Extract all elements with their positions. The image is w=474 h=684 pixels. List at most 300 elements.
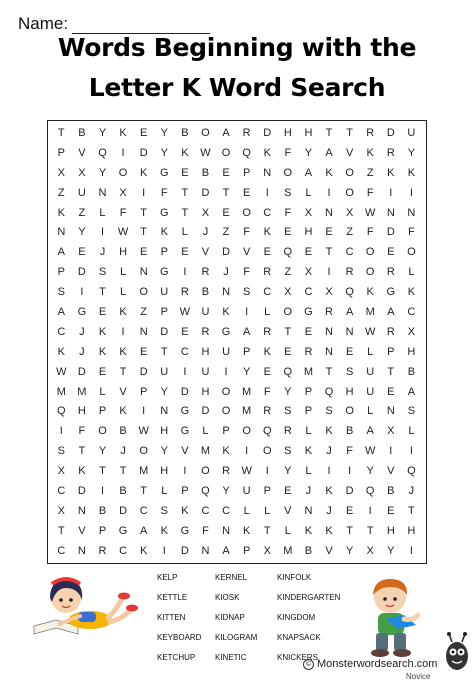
grid-letter[interactable]: N [386, 405, 395, 418]
grid-letter[interactable]: K [181, 146, 189, 159]
grid-letter[interactable]: N [325, 345, 333, 358]
grid-letter[interactable]: D [160, 325, 169, 338]
grid-letter[interactable]: B [304, 544, 313, 557]
grid-letter[interactable]: D [180, 544, 189, 557]
grid-letter[interactable]: M [303, 365, 313, 378]
grid-letter[interactable]: S [57, 445, 65, 458]
grid-letter[interactable]: I [348, 465, 352, 478]
grid-letter[interactable]: R [325, 306, 333, 319]
grid-letter[interactable]: G [77, 306, 87, 319]
grid-letter[interactable]: A [57, 306, 65, 319]
grid-letter[interactable]: J [99, 246, 106, 259]
grid-letter[interactable]: T [325, 246, 333, 259]
grid-letter[interactable]: X [57, 504, 65, 517]
grid-letter[interactable]: N [77, 544, 86, 557]
grid-letter[interactable]: W [241, 465, 252, 478]
grid-letter[interactable]: U [77, 186, 86, 199]
grid-letter[interactable]: K [325, 524, 333, 537]
grid-letter[interactable]: K [98, 325, 107, 338]
grid-letter[interactable]: Y [222, 485, 230, 498]
grid-letter[interactable]: O [345, 186, 354, 199]
grid-letter[interactable]: U [201, 306, 210, 319]
grid-letter[interactable]: W [179, 306, 191, 319]
grid-letter[interactable]: J [326, 445, 332, 458]
grid-letter[interactable]: R [386, 325, 395, 338]
grid-letter[interactable]: F [160, 186, 168, 199]
grid-letter[interactable]: R [386, 146, 395, 159]
grid-letter[interactable]: C [263, 286, 272, 299]
grid-letter[interactable]: O [345, 405, 354, 418]
grid-letter[interactable]: B [98, 504, 107, 517]
grid-letter[interactable]: T [325, 365, 333, 378]
grid-letter[interactable]: V [242, 246, 251, 259]
grid-letter[interactable]: N [160, 405, 169, 418]
grid-letter[interactable]: L [264, 306, 271, 319]
grid-letter[interactable]: E [140, 127, 148, 139]
grid-letter[interactable]: E [263, 246, 271, 259]
grid-letter[interactable]: E [181, 166, 189, 179]
grid-letter[interactable]: B [78, 127, 86, 139]
grid-letter[interactable]: A [57, 246, 65, 259]
grid-letter[interactable]: I [100, 485, 105, 498]
grid-letter[interactable]: D [222, 246, 231, 259]
grid-letter[interactable]: B [407, 365, 416, 378]
grid-letter[interactable]: D [345, 485, 354, 498]
grid-letter[interactable]: K [407, 286, 416, 299]
grid-letter[interactable]: U [366, 365, 375, 378]
grid-letter[interactable]: R [180, 286, 189, 299]
grid-letter[interactable]: H [201, 385, 210, 398]
grid-letter[interactable]: K [140, 544, 148, 557]
grid-letter[interactable]: M [56, 385, 66, 398]
grid-letter[interactable]: I [409, 445, 413, 458]
grid-letter[interactable]: W [365, 325, 376, 338]
grid-letter[interactable]: S [284, 445, 292, 458]
grid-letter[interactable]: F [119, 206, 127, 219]
grid-letter[interactable]: T [119, 465, 127, 478]
grid-letter[interactable]: R [201, 266, 210, 279]
grid-letter[interactable]: C [222, 504, 231, 517]
grid-letter[interactable]: L [284, 524, 291, 537]
grid-letter[interactable]: B [119, 425, 127, 438]
grid-letter[interactable]: J [202, 226, 209, 239]
grid-letter[interactable]: M [242, 385, 252, 398]
grid-letter[interactable]: L [99, 206, 106, 219]
grid-letter[interactable]: K [407, 166, 416, 179]
grid-letter[interactable]: O [139, 286, 148, 299]
grid-letter[interactable]: Y [160, 385, 168, 398]
grid-letter[interactable]: K [304, 524, 313, 537]
grid-letter[interactable]: V [119, 385, 127, 398]
grid-letter[interactable]: K [366, 286, 374, 299]
grid-letter[interactable]: K [98, 345, 107, 358]
grid-letter[interactable]: T [387, 365, 395, 378]
grid-letter[interactable]: Y [98, 445, 107, 458]
grid-letter[interactable]: I [121, 146, 125, 159]
grid-letter[interactable]: M [77, 385, 87, 398]
grid-letter[interactable]: E [325, 226, 333, 239]
grid-letter[interactable]: G [159, 166, 169, 179]
grid-letter[interactable]: K [57, 206, 65, 219]
grid-letter[interactable]: Q [365, 485, 375, 498]
grid-letter[interactable]: N [222, 524, 231, 537]
grid-letter[interactable]: D [386, 226, 395, 239]
grid-letter[interactable]: X [325, 286, 333, 299]
grid-letter[interactable]: P [160, 306, 168, 319]
grid-letter[interactable]: P [160, 246, 168, 259]
grid-letter[interactable]: S [242, 286, 251, 299]
grid-letter[interactable]: I [183, 266, 187, 279]
grid-letter[interactable]: N [304, 504, 313, 517]
grid-letter[interactable]: P [304, 405, 313, 418]
grid-letter[interactable]: V [325, 544, 333, 557]
grid-letter[interactable]: I [368, 504, 372, 517]
grid-letter[interactable]: T [57, 127, 65, 139]
grid-letter[interactable]: B [201, 286, 210, 299]
grid-letter[interactable]: N [345, 325, 354, 338]
grid-letter[interactable]: R [222, 465, 231, 478]
grid-letter[interactable]: U [242, 485, 251, 498]
grid-letter[interactable]: O [283, 166, 293, 179]
grid-letter[interactable]: D [77, 485, 86, 498]
grid-letter[interactable]: T [222, 186, 230, 199]
grid-letter[interactable]: Y [98, 127, 107, 139]
grid-letter[interactable]: Y [345, 544, 354, 557]
grid-letter[interactable]: K [387, 166, 395, 179]
grid-letter[interactable]: P [242, 544, 251, 557]
grid-letter[interactable]: A [366, 425, 374, 438]
grid-letter[interactable]: H [407, 524, 416, 537]
grid-letter[interactable]: S [407, 405, 416, 418]
grid-letter[interactable]: N [98, 186, 107, 199]
grid-letter[interactable]: B [345, 425, 354, 438]
grid-letter[interactable]: G [180, 425, 190, 438]
grid-letter[interactable]: T [408, 504, 415, 517]
grid-letter[interactable]: H [160, 425, 169, 438]
grid-letter[interactable]: Y [387, 544, 395, 557]
grid-letter[interactable]: X [345, 206, 354, 219]
grid-letter[interactable]: I [389, 186, 393, 199]
grid-letter[interactable]: R [263, 325, 272, 338]
grid-letter[interactable]: T [284, 325, 292, 338]
grid-letter[interactable]: N [325, 206, 333, 219]
grid-letter[interactable]: D [386, 127, 395, 139]
grid-letter[interactable]: X [304, 266, 313, 279]
grid-letter[interactable]: O [345, 166, 354, 179]
grid-letter[interactable]: E [140, 345, 148, 358]
grid-letter[interactable]: D [201, 405, 210, 418]
grid-letter[interactable]: K [160, 226, 168, 239]
grid-letter[interactable]: T [346, 524, 353, 537]
grid-letter[interactable]: E [284, 345, 292, 358]
grid-letter[interactable]: Y [160, 127, 168, 139]
grid-letter[interactable]: U [160, 286, 169, 299]
grid-letter[interactable]: R [283, 425, 292, 438]
grid-letter[interactable]: T [140, 485, 148, 498]
grid-letter[interactable]: L [181, 226, 188, 239]
grid-letter[interactable]: E [284, 485, 292, 498]
grid-letter[interactable]: M [365, 306, 375, 319]
grid-letter[interactable]: K [160, 524, 168, 537]
grid-letter[interactable]: E [387, 246, 395, 259]
grid-letter[interactable]: Z [222, 226, 230, 239]
grid-letter[interactable]: X [201, 206, 210, 219]
grid-letter[interactable]: F [243, 226, 250, 239]
grid-letter[interactable]: H [304, 226, 313, 239]
grid-letter[interactable]: C [345, 246, 354, 259]
grid-letter[interactable]: S [345, 365, 354, 378]
grid-letter[interactable]: G [180, 405, 190, 418]
grid-letter[interactable]: L [305, 186, 312, 199]
grid-letter[interactable]: K [263, 146, 271, 159]
grid-letter[interactable]: I [142, 186, 146, 199]
grid-letter[interactable]: T [99, 286, 106, 299]
grid-letter[interactable]: X [57, 166, 65, 179]
grid-letter[interactable]: D [139, 365, 148, 378]
grid-letter[interactable]: H [160, 465, 169, 478]
grid-letter[interactable]: Z [284, 266, 292, 279]
grid-letter[interactable]: T [181, 186, 189, 199]
grid-letter[interactable]: H [119, 246, 128, 259]
grid-letter[interactable]: E [242, 186, 251, 199]
grid-letter[interactable]: H [283, 127, 292, 139]
grid-letter[interactable]: X [387, 425, 395, 438]
grid-letter[interactable]: T [263, 524, 271, 537]
grid-letter[interactable]: L [408, 425, 415, 438]
grid-letter[interactable]: E [222, 206, 230, 219]
grid-letter[interactable]: L [120, 266, 127, 279]
grid-letter[interactable]: O [221, 146, 231, 159]
grid-letter[interactable]: X [284, 286, 292, 299]
grid-letter[interactable]: L [120, 286, 127, 299]
grid-letter[interactable]: L [99, 385, 106, 398]
grid-letter[interactable]: E [304, 246, 313, 259]
grid-letter[interactable]: H [304, 127, 313, 139]
grid-letter[interactable]: E [284, 226, 292, 239]
grid-letter[interactable]: N [57, 226, 66, 239]
grid-letter[interactable]: K [222, 306, 230, 319]
grid-letter[interactable]: X [304, 206, 313, 219]
grid-letter[interactable]: K [366, 146, 374, 159]
grid-letter[interactable]: Q [242, 146, 251, 159]
grid-letter[interactable]: X [78, 166, 86, 179]
grid-letter[interactable]: X [407, 325, 416, 338]
grid-letter[interactable]: F [346, 445, 353, 458]
grid-letter[interactable]: C [57, 485, 66, 498]
grid-letter[interactable]: Q [57, 405, 66, 418]
grid-letter[interactable]: P [387, 345, 395, 358]
grid-letter[interactable]: R [366, 127, 375, 139]
grid-letter[interactable]: M [139, 465, 149, 478]
grid-letter[interactable]: E [98, 365, 107, 378]
grid-letter[interactable]: I [327, 465, 331, 478]
grid-letter[interactable]: B [387, 485, 395, 498]
grid-letter[interactable]: A [222, 544, 230, 557]
grid-letter[interactable]: J [305, 485, 312, 498]
grid-letter[interactable]: E [78, 246, 86, 259]
grid-letter[interactable]: P [242, 166, 251, 179]
grid-letter[interactable]: R [263, 266, 272, 279]
grid-letter[interactable]: V [78, 146, 86, 159]
grid-letter[interactable]: B [119, 485, 127, 498]
grid-letter[interactable]: G [159, 266, 169, 279]
grid-letter[interactable]: I [327, 266, 331, 279]
grid-letter[interactable]: E [222, 166, 230, 179]
grid-letter[interactable]: U [201, 365, 210, 378]
grid-letter[interactable]: O [201, 127, 210, 139]
grid-letter[interactable]: S [284, 405, 292, 418]
grid-letter[interactable]: Z [57, 186, 65, 199]
grid-letter[interactable]: M [242, 405, 252, 418]
grid-letter[interactable]: S [160, 504, 168, 517]
grid-letter[interactable]: P [304, 385, 313, 398]
grid-letter[interactable]: O [221, 385, 231, 398]
grid-letter[interactable]: D [77, 266, 86, 279]
grid-letter[interactable]: J [408, 485, 415, 498]
grid-letter[interactable]: E [140, 246, 148, 259]
grid-letter[interactable]: O [242, 206, 251, 219]
grid-letter[interactable]: L [305, 425, 312, 438]
grid-letter[interactable]: E [387, 504, 395, 517]
grid-letter[interactable]: C [57, 325, 66, 338]
grid-letter[interactable]: Q [283, 246, 293, 259]
grid-letter[interactable]: Q [407, 465, 416, 478]
grid-letter[interactable]: Y [160, 146, 168, 159]
grid-letter[interactable]: C [57, 544, 66, 557]
grid-letter[interactable]: I [245, 306, 249, 319]
grid-letter[interactable]: F [366, 226, 374, 239]
grid-letter[interactable]: O [242, 425, 251, 438]
grid-letter[interactable]: L [243, 504, 250, 517]
grid-letter[interactable]: B [201, 166, 210, 179]
grid-letter[interactable]: B [181, 127, 189, 139]
grid-letter[interactable]: J [120, 445, 126, 458]
grid-letter[interactable]: T [140, 226, 148, 239]
grid-letter[interactable]: N [222, 286, 231, 299]
grid-letter[interactable]: Z [366, 166, 374, 179]
grid-letter[interactable]: F [202, 524, 209, 537]
grid-letter[interactable]: I [224, 365, 228, 378]
grid-letter[interactable]: A [242, 325, 251, 338]
grid-letter[interactable]: L [367, 405, 374, 418]
grid-letter[interactable]: X [366, 544, 374, 557]
grid-letter[interactable]: G [118, 524, 128, 537]
grid-letter[interactable]: Z [140, 306, 148, 319]
grid-letter[interactable]: O [365, 246, 375, 259]
grid-letter[interactable]: Y [284, 385, 292, 398]
grid-letter[interactable]: R [98, 544, 107, 557]
grid-letter[interactable]: R [345, 266, 354, 279]
grid-letter[interactable]: U [407, 127, 416, 139]
grid-letter[interactable]: X [263, 544, 271, 557]
grid-letter[interactable]: O [365, 266, 375, 279]
grid-letter[interactable]: Y [242, 365, 251, 378]
grid-letter[interactable]: Y [78, 226, 86, 239]
grid-letter[interactable]: I [183, 465, 187, 478]
grid-letter[interactable]: A [140, 524, 148, 537]
grid-letter[interactable]: I [265, 186, 269, 199]
grid-letter[interactable]: G [386, 286, 396, 299]
grid-letter[interactable]: V [387, 465, 395, 478]
grid-letter[interactable]: Y [98, 166, 107, 179]
grid-letter[interactable]: I [389, 445, 393, 458]
grid-letter[interactable]: A [345, 306, 354, 319]
grid-letter[interactable]: H [407, 345, 416, 358]
grid-letter[interactable]: F [366, 186, 374, 199]
grid-letter[interactable]: L [202, 425, 209, 438]
grid-letter[interactable]: P [98, 405, 107, 418]
grid-letter[interactable]: G [221, 325, 231, 338]
grid-letter[interactable]: T [140, 206, 148, 219]
grid-letter[interactable]: D [139, 146, 148, 159]
grid-letter[interactable]: L [367, 345, 374, 358]
grid-letter[interactable]: P [222, 425, 230, 438]
grid-letter[interactable]: Q [201, 485, 210, 498]
grid-letter[interactable]: G [159, 206, 169, 219]
grid-letter[interactable]: U [366, 385, 375, 398]
grid-letter[interactable]: M [200, 445, 211, 458]
grid-letter[interactable]: O [407, 246, 416, 259]
grid-letter[interactable]: N [407, 206, 416, 219]
grid-letter[interactable]: I [142, 405, 146, 418]
grid-letter[interactable]: D [201, 186, 210, 199]
grid-letter[interactable]: S [284, 186, 292, 199]
grid-letter[interactable]: R [386, 266, 395, 279]
grid-letter[interactable]: Q [262, 425, 272, 438]
grid-letter[interactable]: Y [366, 465, 374, 478]
grid-letter[interactable]: K [78, 465, 86, 478]
grid-letter[interactable]: L [408, 266, 415, 279]
grid-letter[interactable]: P [242, 345, 251, 358]
grid-letter[interactable]: K [304, 445, 313, 458]
grid-letter[interactable]: I [59, 425, 63, 438]
grid-letter[interactable]: K [263, 345, 271, 358]
grid-letter[interactable]: J [223, 266, 229, 279]
grid-letter[interactable]: R [242, 127, 251, 139]
grid-letter[interactable]: O [262, 445, 272, 458]
grid-letter[interactable]: Y [160, 445, 168, 458]
grid-letter[interactable]: T [99, 465, 106, 478]
grid-letter[interactable]: T [57, 524, 65, 537]
grid-letter[interactable]: E [345, 504, 354, 517]
grid-letter[interactable]: I [265, 465, 269, 478]
grid-letter[interactable]: K [325, 485, 333, 498]
grid-letter[interactable]: D [77, 365, 86, 378]
grid-letter[interactable]: R [304, 345, 313, 358]
grid-letter[interactable]: P [263, 485, 271, 498]
grid-letter[interactable]: K [325, 425, 333, 438]
grid-letter[interactable]: T [119, 365, 127, 378]
grid-letter[interactable]: X [57, 465, 65, 478]
grid-letter[interactable]: E [345, 345, 354, 358]
grid-letter[interactable]: J [326, 504, 332, 517]
grid-letter[interactable]: Z [346, 226, 353, 239]
grid-letter[interactable]: C [407, 306, 416, 319]
grid-letter[interactable]: N [77, 504, 86, 517]
grid-letter[interactable]: Y [284, 465, 292, 478]
grid-letter[interactable]: E [387, 385, 395, 398]
grid-letter[interactable]: I [121, 325, 125, 338]
grid-letter[interactable]: D [263, 127, 272, 139]
name-line[interactable] [72, 17, 210, 34]
grid-letter[interactable]: N [139, 325, 148, 338]
grid-letter[interactable]: Y [407, 146, 416, 159]
grid-letter[interactable]: K [119, 405, 127, 418]
grid-letter[interactable]: U [160, 365, 169, 378]
grid-letter[interactable]: P [181, 485, 189, 498]
grid-letter[interactable]: O [221, 405, 231, 418]
grid-letter[interactable]: N [386, 206, 395, 219]
